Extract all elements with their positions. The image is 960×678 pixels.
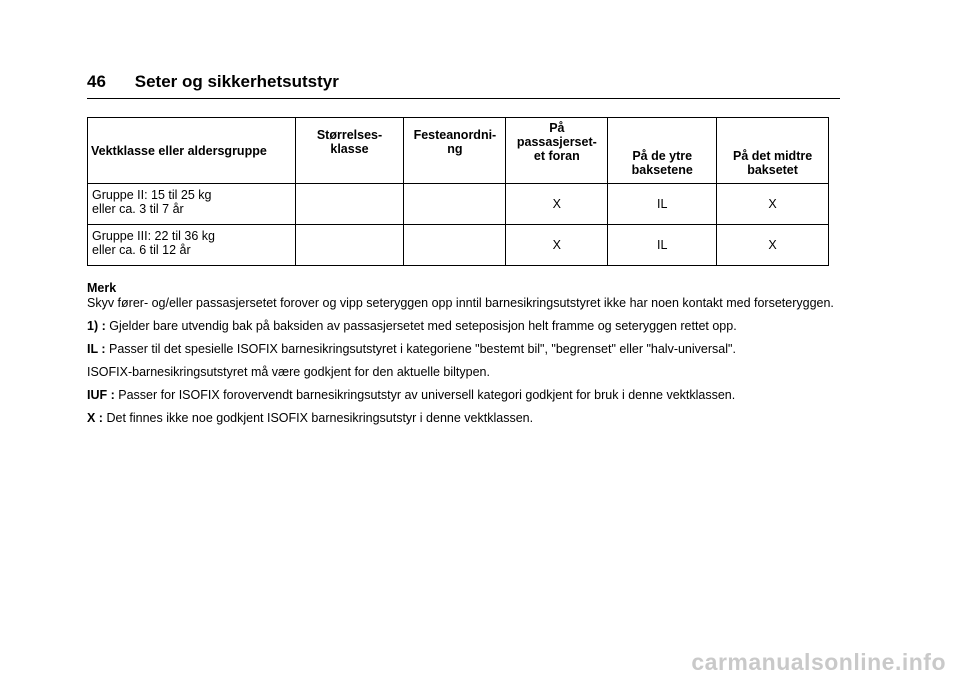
header-middle-rear: På det midtre baksetet [717, 118, 829, 184]
front-passenger-cell: X [506, 184, 608, 225]
header-outer-rear: På de ytre baksetene [608, 118, 717, 184]
note-item-x: X : Det finnes ikke noe godkjent ISOFIX barnesikringsutstyr i denne vektklassen. [87, 411, 534, 425]
header-front-passenger: På passasjerset- et foran [506, 118, 608, 184]
section-title: Seter og sikkerhetsutstyr [134, 72, 339, 91]
page-number: 46 [87, 72, 106, 91]
page-header [87, 72, 339, 92]
size-class-cell [295, 225, 404, 266]
note-item-isofix: ISOFIX-barnesikringsutstyret må være godkjent for den aktuelle biltypen. [87, 365, 490, 379]
notes-section [87, 281, 847, 434]
watermark: carmanualsonline.info [691, 649, 946, 675]
table-header-row [88, 118, 829, 184]
note-item-iuf: IUF : Passer for ISOFIX forovervendt barnesikringsutstyr av universell kategori godkjent for bruk i denne vektklassen. [87, 388, 736, 402]
fixture-cell [404, 184, 506, 225]
weight-cell: Gruppe II: 15 til 25 kg eller ca. 3 til 7 år [88, 184, 296, 225]
note-item-1: 1) : Gjelder bare utvendig bak på baksiden av passasjersetet med seteposisjon helt framme og seteryggen rettet opp. [87, 319, 737, 333]
isofix-table [87, 117, 829, 266]
size-class-cell [295, 184, 404, 225]
weight-cell: Gruppe III: 22 til 36 kg eller ca. 6 til 12 år [88, 225, 296, 266]
header-weight-class: Vektklasse eller aldersgruppe [88, 118, 296, 184]
header-size-class: Størrelses- klasse [295, 118, 404, 184]
header-fixture: Festeanordni- ng [404, 118, 506, 184]
note-title: Merk [87, 281, 117, 295]
middle-rear-cell: X [717, 225, 829, 266]
middle-rear-cell: X [717, 184, 829, 225]
note-item-il: IL : Passer til det spesielle ISOFIX barnesikringsutstyret i kategoriene "bestemt bil", "begrenset" eller "halv-universal". [87, 342, 736, 356]
header-rule [87, 98, 840, 99]
outer-rear-cell: IL [608, 225, 717, 266]
table-row [88, 225, 829, 266]
table-row [88, 184, 829, 225]
outer-rear-cell: IL [608, 184, 717, 225]
fixture-cell [404, 225, 506, 266]
note-text: Skyv fører- og/eller passasjersetet forover og vipp seteryggen opp inntil barnesikringsutstyret ikke har noen kontakt med forseteryggen. [87, 296, 834, 310]
front-passenger-cell: X [506, 225, 608, 266]
